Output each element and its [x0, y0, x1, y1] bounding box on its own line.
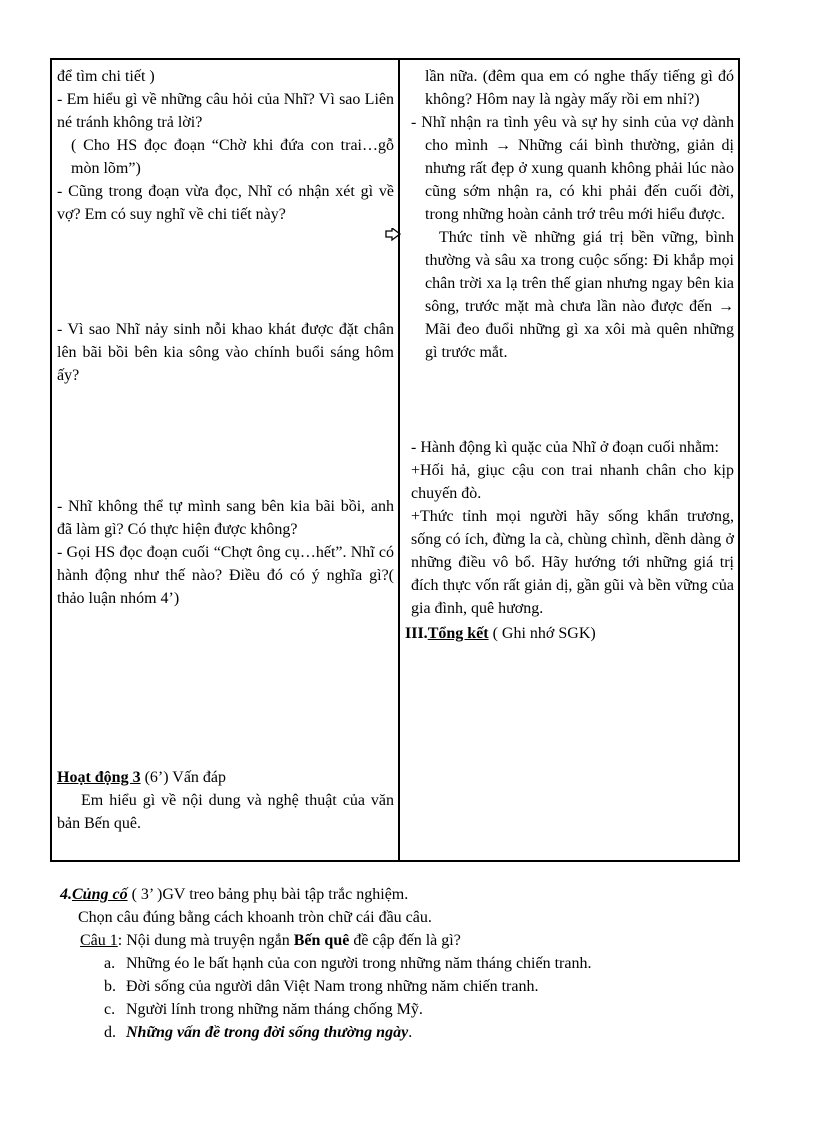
instruction: Chọn câu đúng bằng cách khoanh tròn chữ cái đầu câu. — [78, 909, 432, 926]
teacher-column — [51, 59, 399, 861]
activity-3-label: Hoạt động 3 — [57, 769, 141, 786]
reading-instruction: ( Cho HS đọc đoạn “Chờ khi đứa con trai…gỗ mòn lõm”) — [71, 137, 394, 177]
option-letter: c. — [104, 1001, 116, 1018]
option-a — [60, 952, 760, 975]
story-title: Bến quê — [293, 932, 350, 949]
answer-3-text: Thức tỉnh về những giá trị bền vững, bình thường và sâu xa trong cuộc sống: Đi khắp mọi chân trời xa lạ trên thế gian nhưng ngay bên kia sông, trước mặt mà chưa lần nào được đến → Mãi đeo đuổi những gì xa xôi mà quên những gì trước mắt. — [425, 229, 734, 361]
answer-5: +Hối hả, giục cậu con trai nhanh chân cho kịp chuyến đò. — [411, 462, 734, 502]
option-d — [60, 1021, 760, 1044]
option-end: . — [408, 1024, 413, 1041]
question-1: - Em hiểu gì về những câu hỏi của Nhĩ? Vì sao Liên né tránh không trả lời? — [57, 91, 394, 131]
consolidation-heading — [60, 883, 760, 906]
activity-3-question: Em hiểu gì về nội dung và nghệ thuật của văn bản Bến quê. — [57, 792, 394, 832]
lesson-table — [50, 58, 740, 862]
left-continuation: để tìm chi tiết ) — [57, 68, 155, 85]
summary-note: ( Ghi nhớ SGK) — [488, 625, 596, 642]
summary-heading — [405, 622, 734, 645]
option-letter: d. — [104, 1024, 116, 1041]
option-text: Đời sống của người dân Việt Nam trong những năm chiến tranh. — [126, 978, 539, 995]
section-detail: ( 3’ )GV treo bảng phụ bài tập trắc nghiệm. — [127, 886, 409, 903]
activity-3-detail: (6’) Vấn đáp — [140, 769, 227, 786]
answer-3 — [405, 226, 734, 364]
question-2: - Cũng trong đoạn vừa đọc, Nhĩ có nhận xét gì về vợ? Em có suy nghĩ về chi tiết này? — [57, 183, 394, 223]
answer-1: lần nữa. (đêm qua em có nghe thấy tiếng gì đó không? Hôm nay là ngày mấy rồi em nhỉ?) — [425, 68, 734, 108]
answer-2: - Nhĩ nhận ra tình yêu và sự hy sinh của vợ dành cho mình → Những cái bình thường, giản dị nhưng rất đẹp ở xung quanh không phải lúc nào cũng sớm nhận ra, có khi phải đến cuối đời, trong những hoàn cảnh trớ trêu mới hiểu được. — [411, 114, 734, 223]
activity-3-heading — [57, 766, 394, 789]
question-text: : Nội dung mà truyện ngắn — [117, 932, 294, 949]
hollow-arrow-icon — [405, 226, 427, 249]
summary-title: Tổng kết — [427, 625, 489, 642]
option-text: Những éo le bất hạnh của con người trong những năm tháng chiến tranh. — [126, 955, 592, 972]
question-3: - Vì sao Nhĩ nảy sinh nỗi khao khát được đặt chân lên bãi bồi bên kia sông vào chính buổi sáng hôm ấy? — [57, 321, 394, 384]
option-c — [60, 998, 760, 1021]
consolidation-section — [60, 883, 760, 1044]
option-text: Người lính trong những năm tháng chống Mỹ. — [126, 1001, 423, 1018]
question-4: - Nhĩ không thể tự mình sang bên kia bãi bồi, anh đã làm gì? Có thực hiện được không? — [57, 498, 394, 538]
student-column — [399, 59, 739, 861]
option-letter: a. — [104, 955, 116, 972]
question-label: Câu 1 — [80, 932, 118, 949]
summary-number: III. — [405, 625, 428, 642]
answer-4: - Hành động kì quặc của Nhĩ ở đoạn cuối nhằm: — [411, 439, 719, 456]
option-letter: b. — [104, 978, 116, 995]
option-text-correct: Những vấn đề trong đời sống thường ngày — [126, 1024, 409, 1041]
question-1-line — [60, 929, 760, 952]
section-title: Củng cố — [72, 886, 128, 903]
question-end: đề cập đến là gì? — [349, 932, 461, 949]
question-5: - Gọi HS đọc đoạn cuối “Chợt ông cụ…hết”. Nhĩ có hành động như thế nào? Điều đó có ý nghĩa gì?( thảo luận nhóm 4’) — [57, 544, 394, 607]
option-b — [60, 975, 760, 998]
answer-6: +Thức tỉnh mọi người hãy sống khẩn trương, sống có ích, đừng la cà, chùng chình, dềnh dàng ở những điều vô bổ. Hãy hướng tới những giá trị đích thực vốn rất giản dị, gần gũi và bền vững của gia đình, quê hương. — [411, 508, 734, 617]
section-number: 4. — [60, 886, 72, 903]
